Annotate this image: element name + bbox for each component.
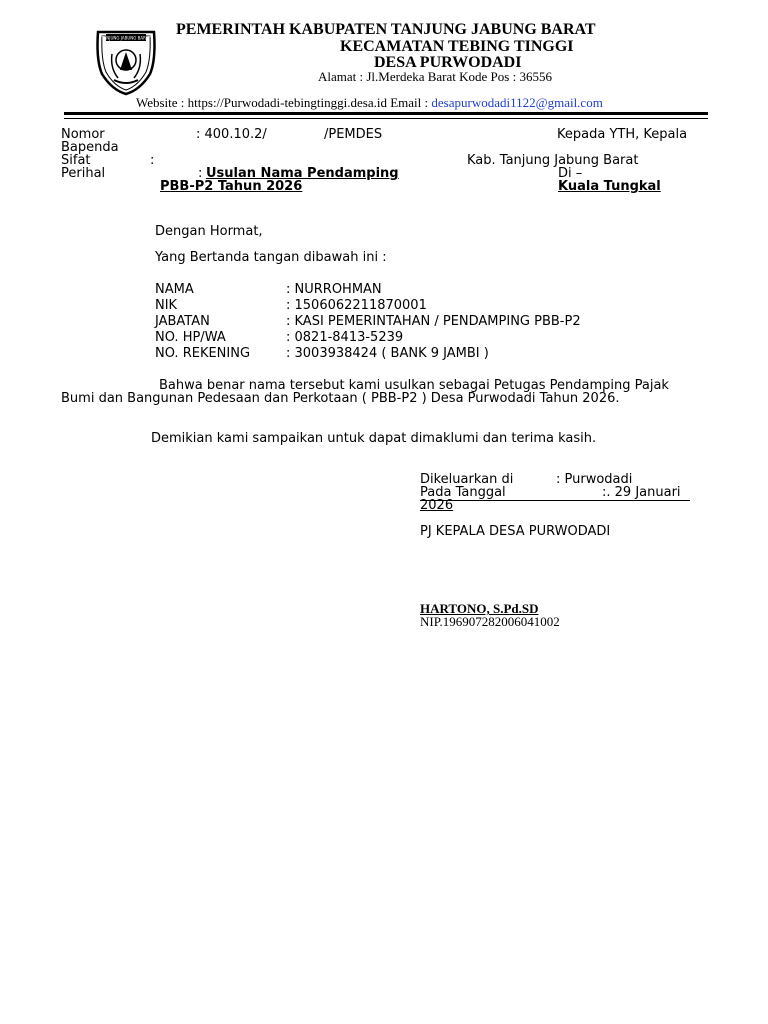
letterhead-website (136, 95, 603, 111)
field-label: NO. REKENING (155, 346, 251, 361)
paragraph-line2: Bumi dan Bangunan Pedesaan dan Perkotaan ( PBB-P2 ) Desa Purwodadi Tahun 2026. (61, 391, 620, 406)
website-label: Website : https://Purwodadi-tebingtinggi.desa.id Email : (136, 95, 429, 110)
nomor-label: Nomor (61, 127, 105, 142)
field-value: : NURROHMAN (286, 282, 382, 297)
signatory-position: PJ KEPALA DESA PURWODADI (420, 524, 611, 539)
perihal-colon: : (198, 166, 203, 181)
intro-text: Yang Bertanda tangan dibawah ini : (155, 250, 387, 265)
recipient-line1: Kepada YTH, Kepala (557, 127, 688, 142)
field-value: : 3003938424 ( BANK 9 JAMBI ) (286, 346, 489, 361)
sifat-label: Sifat (61, 153, 91, 168)
field-value: : 0821-8413-5239 (286, 330, 404, 345)
recipient-line2: Kab. Tanjung Jabung Barat (467, 153, 639, 168)
nomor-value: : 400.10.2/ (196, 127, 267, 142)
signatory-nip: NIP.196907282006041002 (420, 614, 560, 629)
date-year: 2026 (420, 498, 454, 513)
field-label: NIK (155, 298, 178, 313)
perihal-value-line2: PBB-P2 Tahun 2026 (160, 179, 303, 194)
bapenda-text: Bapenda (61, 140, 119, 155)
field-label: NAMA (155, 282, 194, 297)
paragraph-line1: Bahwa benar nama tersebut kami usulkan sebagai Petugas Pendamping Pajak (159, 378, 669, 393)
field-value: : 1506062211870001 (286, 298, 427, 313)
letterhead-line1: PEMERINTAH KABUPATEN TANJUNG JABUNG BARAT (176, 21, 596, 38)
email-link[interactable]: desapurwodadi1122@gmail.com (431, 95, 603, 110)
logo-text: TANJUNG JABUNG BARAT (101, 35, 151, 41)
perihal-value-line1: Usulan Nama Pendamping (206, 166, 399, 181)
date-value: :. 29 Januari (602, 485, 681, 500)
date-label: Pada Tanggal (420, 485, 506, 500)
header-divider-thin (64, 118, 708, 119)
perihal-label: Perihal (61, 166, 106, 181)
recipient-line4: Kuala Tungkal (558, 179, 661, 194)
signatory-name: HARTONO, S.Pd.SD (420, 601, 539, 616)
nomor-suffix: /PEMDES (324, 127, 383, 142)
regency-emblem-icon (92, 24, 160, 96)
field-label: JABATAN (155, 314, 210, 329)
greeting: Dengan Hormat, (155, 224, 263, 239)
field-label: NO. HP/WA (155, 330, 226, 345)
date-row (420, 485, 690, 501)
letterhead-address: Alamat : Jl.Merdeka Barat Kode Pos : 36556 (318, 69, 552, 84)
issued-label: Dikeluarkan di (420, 472, 514, 487)
recipient-line3: Di – (558, 166, 583, 181)
issued-value: : Purwodadi (556, 472, 633, 487)
sifat-value: : (150, 153, 155, 168)
letterhead-line2: KECAMATAN TEBING TINGGI (340, 38, 574, 55)
closing-text: Demikian kami sampaikan untuk dapat dimaklumi dan terima kasih. (151, 431, 597, 446)
field-value: : KASI PEMERINTAHAN / PENDAMPING PBB-P2 (286, 314, 581, 329)
header-divider-thick (64, 112, 708, 115)
letterhead-line3: DESA PURWODADI (374, 54, 522, 71)
